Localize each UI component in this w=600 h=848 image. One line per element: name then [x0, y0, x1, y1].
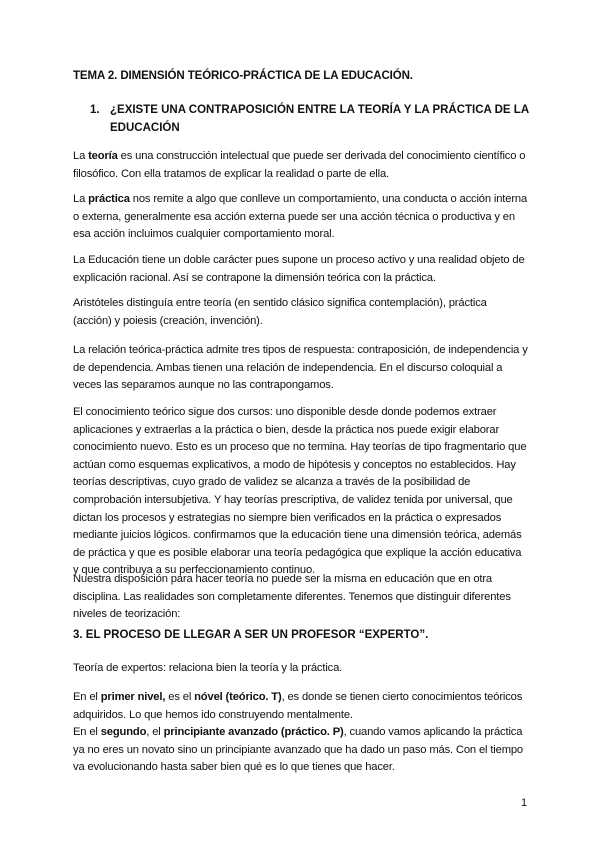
paragraph-aristoteles: Aristóteles distinguía entre teoría (en sentido clásico significa contemplación), práctica (acción) y poiesis (creación, invención).	[73, 297, 487, 327]
text: es una construcción intelectual que puede ser derivada del conocimiento científico o filosófico. Con ella tratamos de explicar la realidad o parte de ella.	[73, 150, 526, 180]
section-1-heading	[90, 101, 530, 137]
section-3-heading: 3. EL PROCESO DE LLEGAR A SER UN PROFESOR “EXPERTO”.	[73, 629, 429, 641]
text: , el	[146, 726, 164, 739]
section-1-title: ¿EXISTE UNA CONTRAPOSICIÓN ENTRE LA TEORÍA Y LA PRÁCTICA DE LA EDUCACIÓN	[110, 104, 529, 134]
document-title: TEMA 2. DIMENSIÓN TEÓRICO-PRÁCTICA DE LA EDUCACIÓN.	[73, 70, 413, 82]
paragraph-educacion: La Educación tiene un doble carácter pues supone un proceso activo y una realidad objeto de explicación racional. Así se contrapone la dimensión teórica con la práctica.	[73, 254, 525, 284]
paragraph-disposicion: Nuestra disposición para hacer teoría no puede ser la misma en educación que en otra disciplina. Las realidades son completamente diferentes. Tenemos que distinguir diferentes niveles de teorización:	[73, 573, 511, 621]
term-teoria: teoría	[88, 150, 118, 162]
text: nos remite a algo que conlleve un comportamiento, una conducta o acción interna o externa, generalmente esa acción externa puede ser una acción técnica o productiva y en esa acción incluimos cualquier comportamiento moral.	[73, 193, 528, 241]
paragraph-conocimiento: El conocimiento teórico sigue dos cursos: uno disponible desde donde podemos extraer aplicaciones y extraerlas a la práctica o bien, desde la práctica nos puede exigir elaborar conocimiento nuevo. Esto es un proceso que no termina. Hay teorías de tipo fragmentario que actúan como esquemas explicativos, a modo de hipótesis y conceptos no establecidos. Hay teorías descriptivas, cuyo grado de validez se alcanza a través de la posibilidad de comprobación intersubjetiva. Y hay teorías prescriptiva, de validez tenida por universal, que dictan los procesos y estrategias no siempre bien verificados en la práctica o expresados mediante juicios lógicos. confirmamos que la educación tiene una dimensión teórica, además de práctica y que es posible elaborar una teoría pedagógica que explique la acción educativa y que contribuya a su perfeccionamiento continuo.	[73, 406, 527, 577]
text: La	[73, 150, 89, 162]
term-segundo: segundo	[100, 726, 147, 739]
text: En el	[73, 691, 101, 703]
text: La	[73, 193, 89, 205]
paragraph-expertos: Teoría de expertos: relaciona bien la teoría y la práctica.	[73, 662, 343, 674]
term-primer-nivel: primer nivel,	[100, 691, 166, 703]
paragraph-niveles	[73, 689, 528, 777]
term-novel: nóvel (teórico. T)	[194, 691, 282, 703]
text: , es donde se tienen cierto conocimientos teóricos adquiridos. Lo que hemos ido construyendo mentalmente.	[73, 691, 523, 721]
page-number: 1	[521, 797, 528, 809]
term-practica: práctica	[88, 193, 130, 205]
text: En el	[73, 726, 101, 739]
paragraph-relacion: La relación teórica-práctica admite tres tipos de respuesta: contraposición, de independencia y de dependencia. Ambas tienen una relación de independencia. En el discurso coloquial a veces las separamos aunque no las contrapongamos.	[73, 344, 528, 392]
paragraph-teoria	[73, 148, 528, 183]
section-1-number: 1.	[90, 104, 100, 116]
term-principiante-avanzado: principiante avanzado (práctico. P)	[163, 726, 344, 739]
text: , cuando vamos aplicando la práctica ya no eres un novato sino un principiante avanzado que ha dado un paso más. Con el tiempo va evolucionando hasta saber bien qué es lo que tienes que hacer.	[73, 726, 524, 774]
paragraph-practica	[73, 191, 528, 244]
text: es el	[165, 691, 195, 703]
